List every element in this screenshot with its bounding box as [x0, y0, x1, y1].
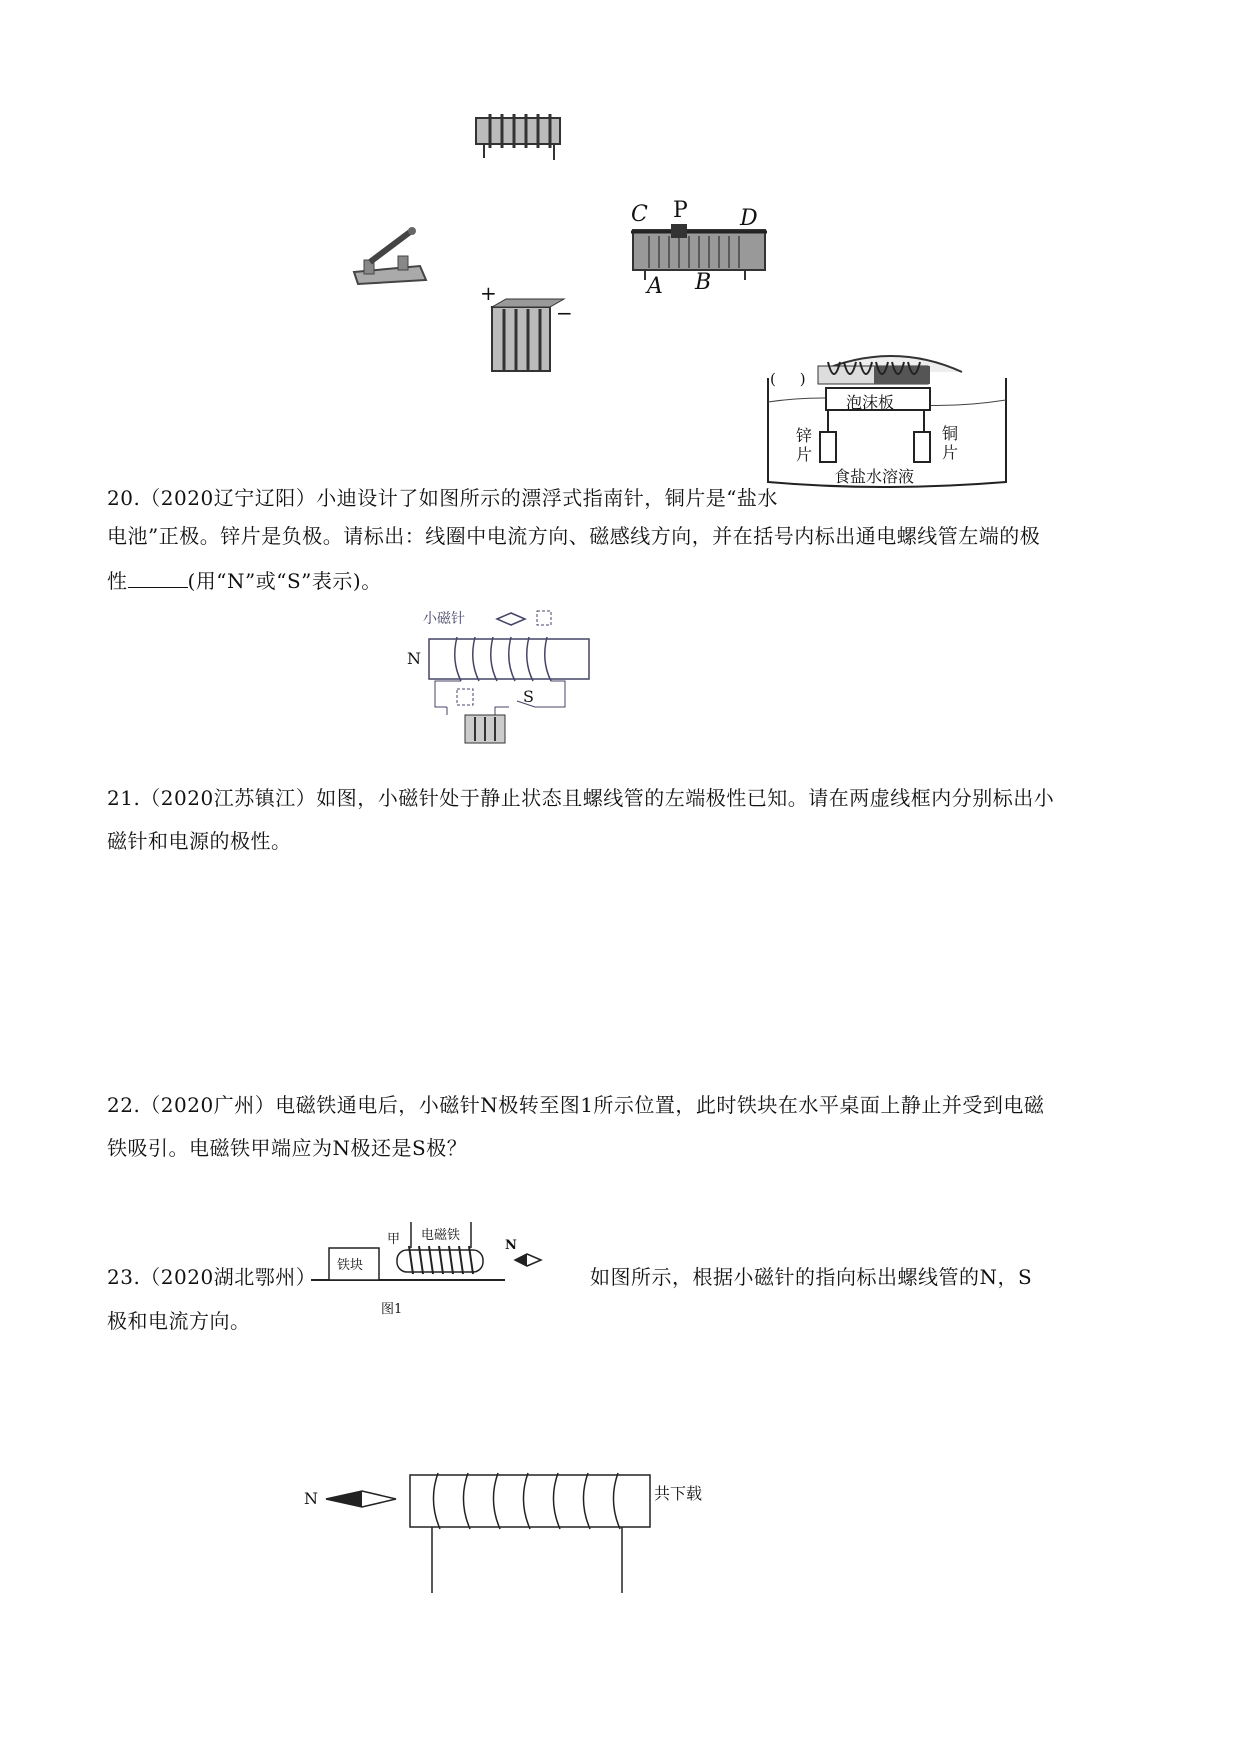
q23-needle-n-label: N — [304, 1489, 318, 1508]
compass-needle-label: 小磁针 — [423, 611, 465, 627]
compass-foam-label: 泡沫板 — [846, 393, 895, 412]
question-23-suffix: 如图所示，根据小磁针的指向标出螺线管的N，S — [590, 1265, 1033, 1289]
solenoid-circuit-figure — [405, 605, 605, 747]
rheostat-figure — [625, 198, 790, 303]
figure-1-caption: 图1 — [381, 1302, 403, 1317]
compass-solution-label: 食盐水溶液 — [834, 467, 915, 486]
rheostat-label-d: D — [740, 206, 758, 231]
rheostat-label-a: A — [647, 274, 663, 299]
question-22-line-1: 22.（2020广州）电磁铁通电后，小磁针N极转至图1所示位置，此时铁块在水平桌面上静止并受到电磁 — [107, 1093, 1045, 1117]
compass-bracket: ( ) — [770, 370, 806, 388]
rheostat-label-c: C — [631, 202, 648, 227]
battery-figure — [478, 281, 578, 380]
compass-copper-label: 铜片 — [942, 424, 959, 462]
question-20-line-1: 20.（2020辽宁辽阳）小迪设计了如图所示的漂浮式指南针，铜片是“盐水 — [107, 486, 778, 510]
end-jia-label: 甲 — [387, 1232, 401, 1247]
watermark-text: 共下载 — [654, 1484, 703, 1503]
compass-zinc-label: 锌片 — [796, 426, 813, 464]
question-20-line-3-suffix: (用“N”或“S”表示)。 — [187, 569, 382, 593]
rheostat-label-p: P — [673, 198, 688, 223]
electromagnet-label: 电磁铁 — [421, 1228, 461, 1243]
question-20-line-3-prefix: 性 — [107, 569, 128, 593]
coil-figure — [470, 110, 570, 165]
battery-minus-label: − — [556, 301, 573, 325]
battery-plus-label: + — [480, 281, 497, 305]
electromagnet-figure — [305, 1210, 545, 1320]
needle-n-label: N — [505, 1238, 517, 1253]
knife-switch-figure — [350, 222, 430, 287]
floating-compass-figure — [762, 342, 1012, 494]
solenoid-n-label: N — [407, 649, 421, 668]
iron-block-label: 铁块 — [337, 1258, 364, 1273]
answer-blank[interactable] — [128, 567, 188, 588]
question-23-prefix: 23.（2020湖北鄂州） — [107, 1265, 317, 1289]
question-20-line-3 — [107, 563, 382, 599]
solenoid-figure-q23 — [298, 1465, 718, 1595]
question-22-line-2: 铁吸引。电磁铁甲端应为N极还是S极？ — [107, 1136, 468, 1160]
question-20-line-2: 电池”正极。锌片是负极。请标出：线圈中电流方向、磁感线方向，并在括号内标出通电螺线管左端的极 — [107, 524, 1041, 548]
question-21-line-1: 21.（2020江苏镇江）如图，小磁针处于静止状态且螺线管的左端极性已知。请在两虚线框内分别标出小 — [107, 786, 1055, 810]
switch-s-label: S — [523, 687, 534, 706]
question-23-line-2: 极和电流方向。 — [107, 1309, 251, 1333]
rheostat-label-b: B — [695, 270, 712, 295]
question-21-line-2: 磁针和电源的极性。 — [107, 829, 292, 853]
